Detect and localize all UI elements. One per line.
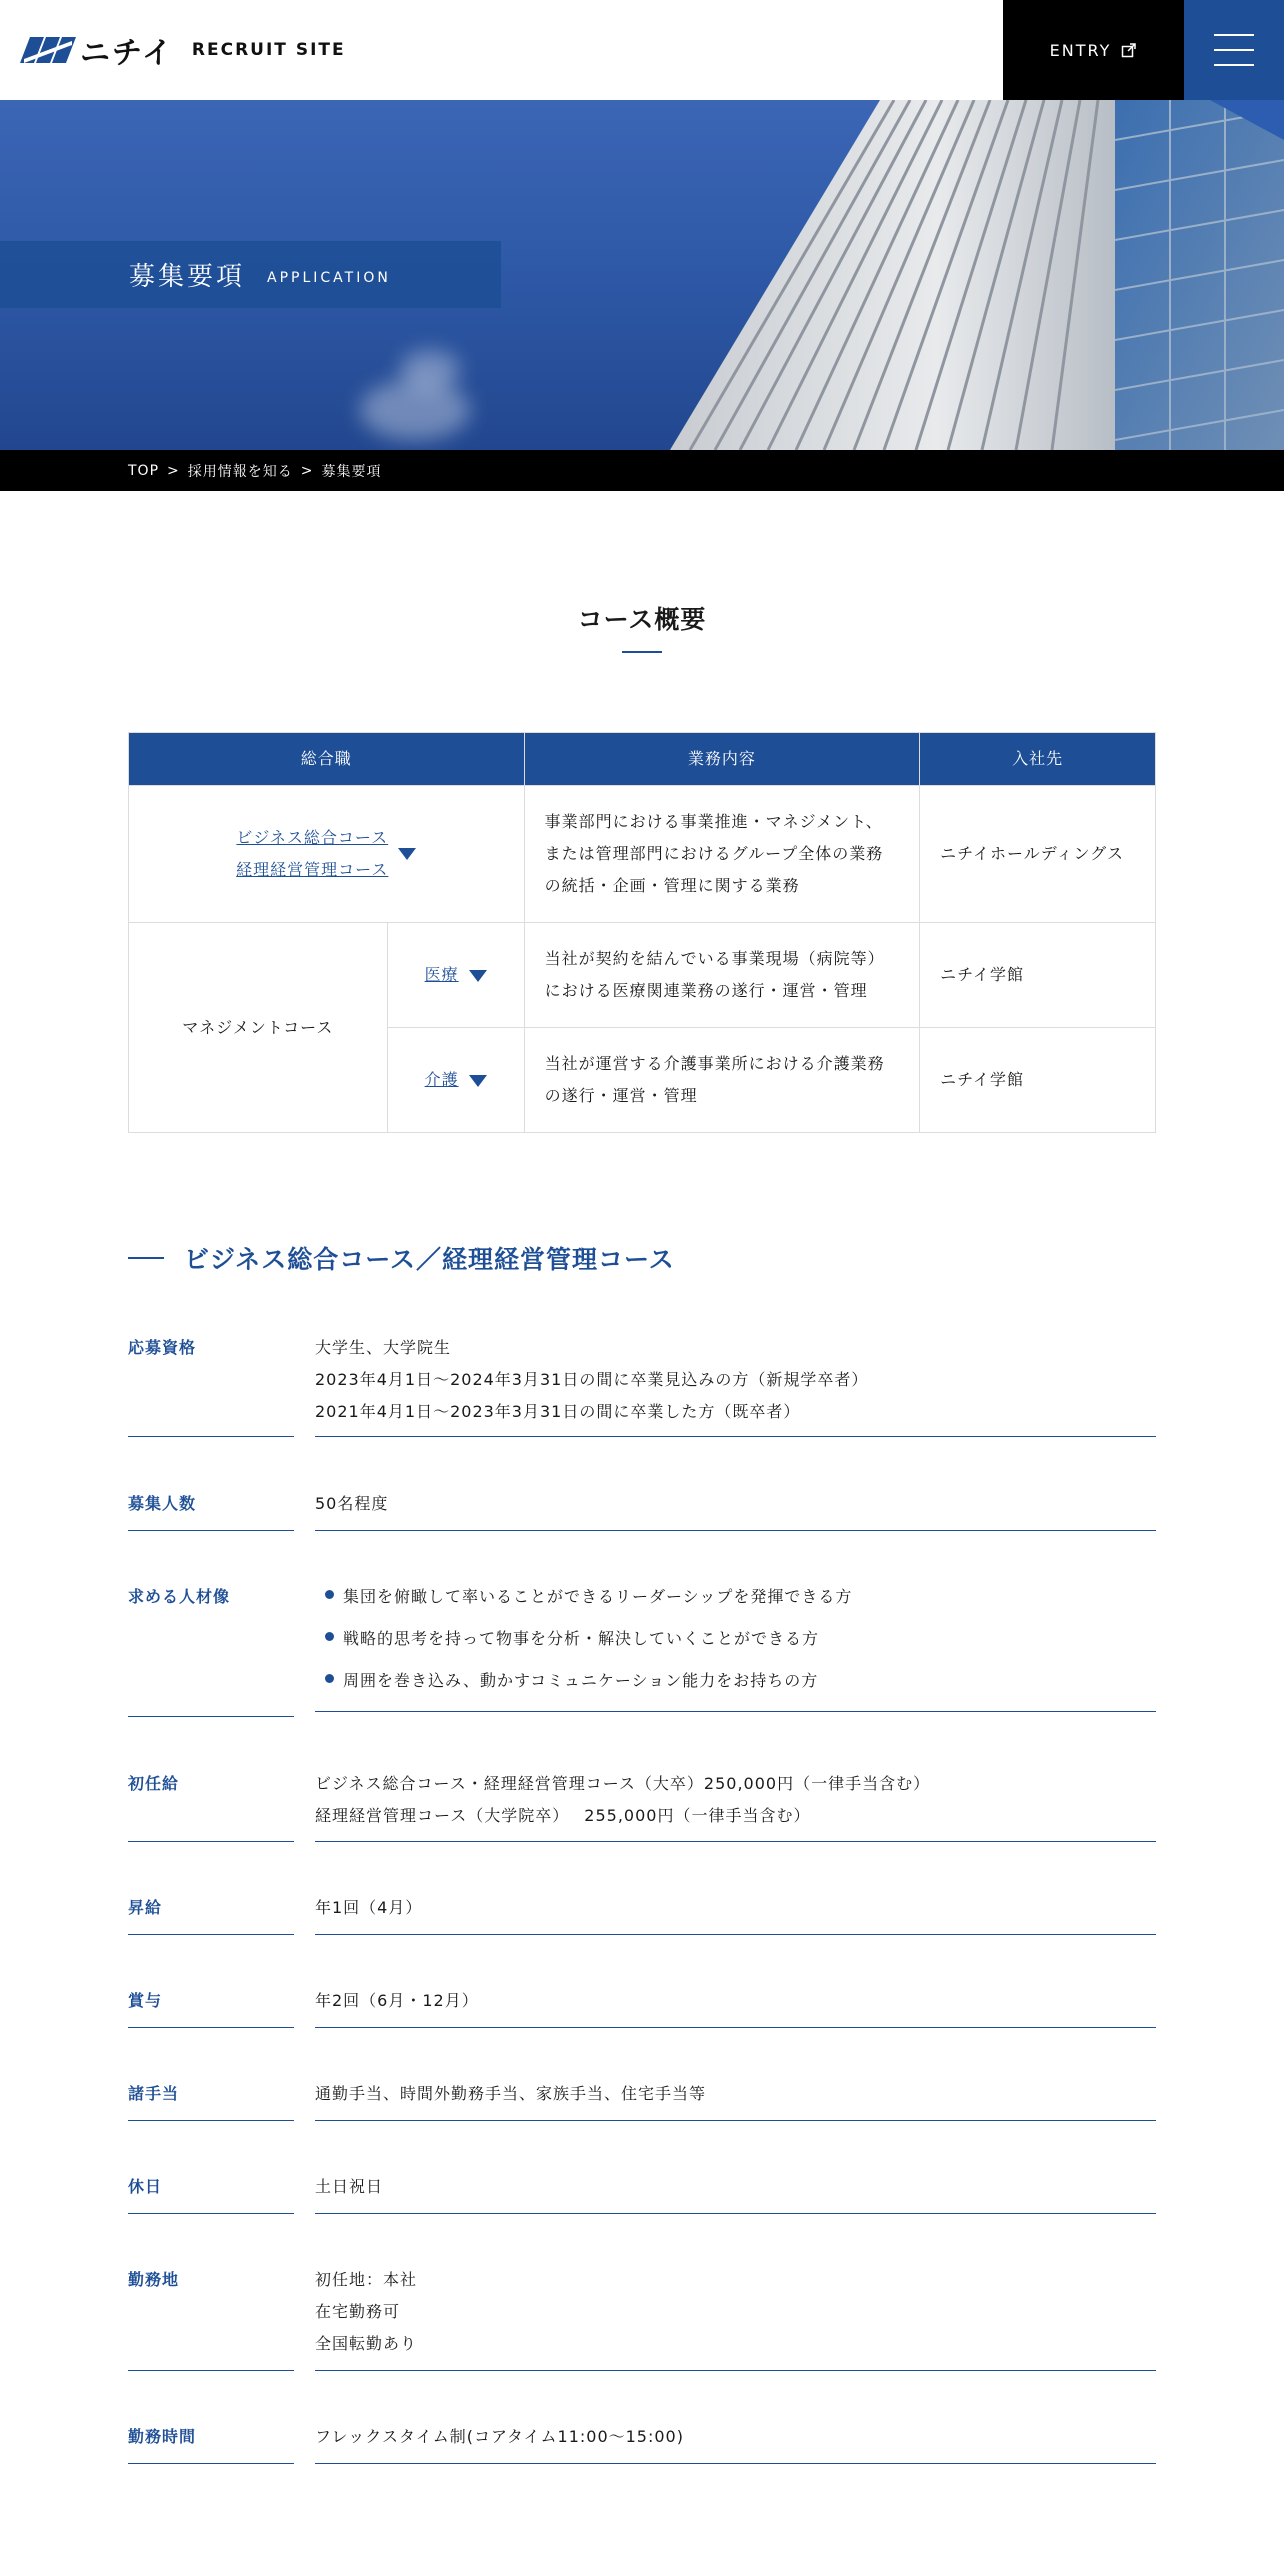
menu-line	[1214, 64, 1254, 66]
value-line: ビジネス総合コース・経理経営管理コース（大卒）250,000円（一律手当含む）	[315, 1774, 931, 1793]
company-cell: ニチイ学館	[920, 923, 1156, 1028]
site-label: RECRUIT SITE	[191, 40, 346, 60]
detail-value	[315, 2264, 1156, 2371]
detail-label: 応募資格	[128, 1332, 294, 1437]
page-title: 募集要項	[129, 262, 246, 292]
course-description	[524, 1028, 920, 1133]
detail-value: 通勤手当、時間外勤務手当、家族手当、住宅手当等	[315, 2078, 1156, 2121]
care-link-cell	[387, 1028, 524, 1133]
accounting-course-link[interactable]: 経理経営管理コース	[236, 860, 389, 879]
ideal-list	[315, 1576, 1156, 1702]
company-cell: ニチイホールディングス	[920, 786, 1156, 923]
detail-label: 昇給	[128, 1892, 294, 1935]
medical-link[interactable]: 医療	[424, 965, 459, 984]
list-item: 周囲を巻き込み、動かすコミュニケーション能力をお持ちの方	[315, 1660, 1156, 1702]
desc-line: または管理部門におけるグループ全体の業務	[544, 844, 884, 863]
desc-line: の遂行・運営・管理	[544, 1086, 698, 1105]
value-line: 全国転勤あり	[315, 2334, 418, 2353]
medical-link-cell	[387, 923, 524, 1028]
course-table	[128, 732, 1156, 1133]
value-line: 大学生、大学院生	[315, 1338, 452, 1357]
detail-value	[315, 1332, 1156, 1437]
desc-line: における医療関連業務の遂行・運営・管理	[544, 981, 868, 1000]
entry-button[interactable]	[1003, 0, 1184, 100]
value-line: 経理経営管理コース（大学院卒） 255,000円（一律手当含む）	[315, 1806, 811, 1825]
detail-value: 50名程度	[315, 1488, 1156, 1531]
detail-value: フレックスタイム制(コアタイム11:00～15:00)	[315, 2421, 1156, 2464]
external-link-icon	[1121, 42, 1137, 58]
table-row	[129, 786, 1156, 923]
menu-line	[1214, 34, 1254, 36]
detail-value	[315, 1576, 1156, 1712]
triangle-down-icon[interactable]	[469, 1075, 487, 1087]
desc-line: 当社が契約を結んでいる事業現場（病院等）	[544, 949, 885, 968]
menu-line	[1214, 49, 1254, 51]
entry-label: ENTRY	[1049, 40, 1112, 60]
logo-text: ニチイ	[80, 36, 174, 71]
page-subtitle: APPLICATION	[267, 269, 391, 286]
list-item: 集団を俯瞰して率いることができるリーダーシップを発揮できる方	[315, 1576, 1156, 1618]
breadcrumb-current: 募集要項	[321, 463, 382, 480]
hero-banner	[0, 100, 1284, 450]
column-header: 総合職	[129, 733, 525, 786]
detail-value: 土日祝日	[315, 2171, 1156, 2214]
detail-label: 諸手当	[128, 2078, 294, 2121]
triangle-down-icon[interactable]	[398, 848, 416, 860]
value-line: 初任地：本社	[315, 2270, 418, 2289]
value-line: 2021年4月1日～2023年3月31日の間に卒業した方（既卒者）	[315, 1402, 801, 1421]
section-title: コース概要	[577, 605, 707, 634]
detail-label: 募集人数	[128, 1488, 294, 1531]
cloud	[360, 380, 470, 440]
breadcrumb-separator: >	[167, 462, 180, 479]
building-image	[670, 100, 1284, 450]
table-header-row	[129, 733, 1156, 786]
section-underline	[622, 651, 662, 653]
breadcrumb	[0, 450, 1284, 491]
desc-line: 当社が運営する介護事業所における介護業務	[544, 1054, 885, 1073]
triangle-down-icon[interactable]	[469, 970, 487, 982]
detail-label: 初任給	[128, 1768, 294, 1842]
management-course-label: マネジメントコース	[129, 923, 388, 1133]
business-course-link[interactable]: ビジネス総合コース	[236, 828, 389, 847]
detail-label: 休日	[128, 2171, 294, 2214]
detail-label: 勤務時間	[128, 2421, 294, 2464]
column-header: 入社先	[920, 733, 1156, 786]
hamburger-menu-icon[interactable]	[1184, 0, 1284, 100]
heading-bar	[128, 1257, 164, 1259]
column-header: 業務内容	[524, 733, 920, 786]
list-item: 戦略的思考を持って物事を分析・解決していくことができる方	[315, 1618, 1156, 1660]
course-description	[524, 923, 920, 1028]
company-cell: ニチイ学館	[920, 1028, 1156, 1133]
heading-text: ビジネス総合コース／経理経営管理コース	[184, 1245, 675, 1274]
breadcrumb-recruit-info[interactable]: 採用情報を知る	[187, 463, 293, 480]
course-description	[524, 786, 920, 923]
logo-mark-icon	[20, 33, 76, 67]
detail-label: 勤務地	[128, 2264, 294, 2371]
desc-line: の統括・企画・管理に関する業務	[544, 876, 800, 895]
care-link[interactable]: 介護	[424, 1070, 459, 1089]
site-header	[0, 0, 1284, 100]
hero-title-band	[0, 241, 501, 308]
detail-value	[315, 1768, 1156, 1842]
value-line: 在宅勤務可	[315, 2302, 401, 2321]
desc-line: 事業部門における事業推進・マネジメント、	[544, 812, 883, 831]
course-detail-heading	[128, 1240, 675, 1276]
table-row	[129, 923, 1156, 1028]
cloud	[400, 350, 460, 390]
value-line: 2023年4月1日～2024年3月31日の間に卒業見込みの方（新規学卒者）	[315, 1370, 869, 1389]
site-logo[interactable]	[20, 28, 346, 72]
detail-label: 賞与	[128, 1985, 294, 2028]
breadcrumb-separator: >	[300, 462, 314, 479]
detail-value: 年1回（4月）	[315, 1892, 1156, 1935]
detail-label: 求める人材像	[128, 1581, 294, 1717]
detail-value: 年2回（6月・12月）	[315, 1985, 1156, 2028]
breadcrumb-top[interactable]: TOP	[128, 462, 160, 479]
course-link-cell	[129, 786, 525, 923]
